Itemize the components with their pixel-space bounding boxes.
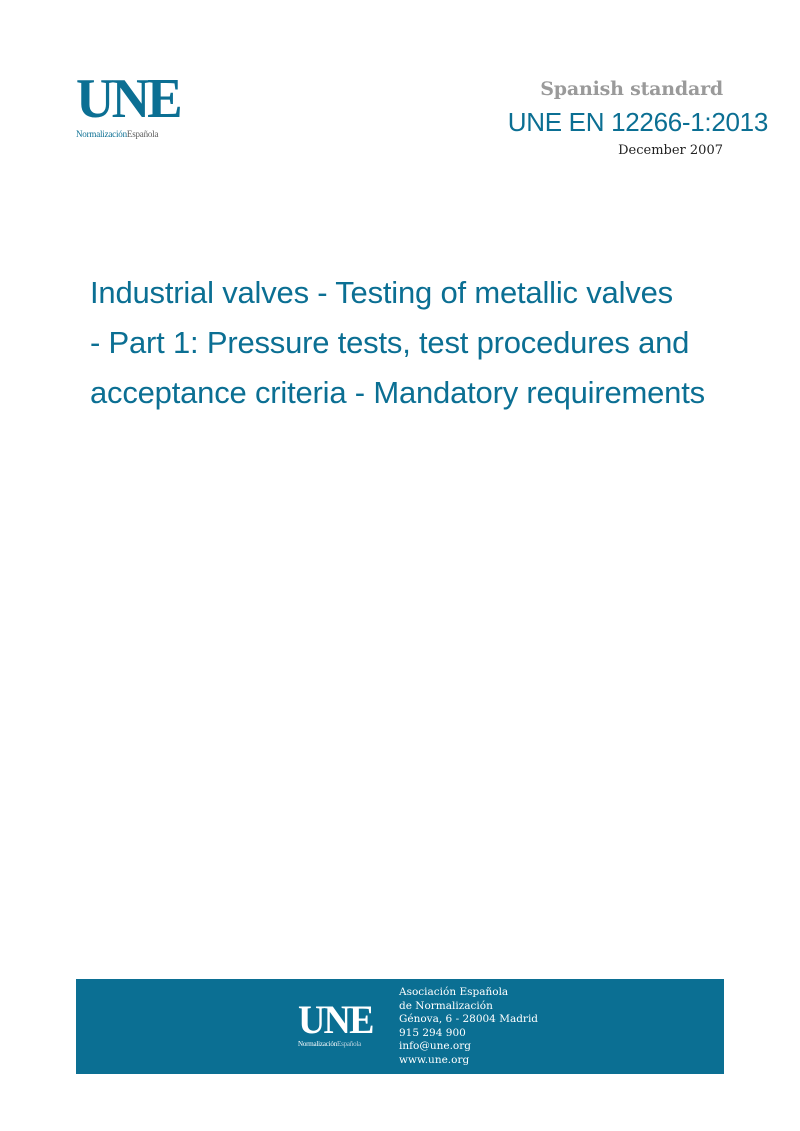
une-logo bbox=[76, 68, 196, 140]
publication-date: December 2007 bbox=[618, 143, 723, 158]
address-street: Génova, 6 - 28004 Madrid bbox=[399, 1013, 539, 1026]
standard-code: UNE EN 12266-1:2013 bbox=[507, 107, 768, 137]
logo-mark: UNE bbox=[76, 68, 180, 130]
footer-logo-mark: UNE bbox=[298, 997, 373, 1042]
address-org-line-1: Asociación Española bbox=[399, 986, 509, 998]
footer-logo-sub-normalizacion: Normalización bbox=[298, 1040, 337, 1048]
logo-sub-normalizacion: Normalización bbox=[76, 129, 127, 139]
title-line: Industrial valves - Testing of metallic valves bbox=[90, 275, 673, 310]
document-type: Spanish standard bbox=[540, 78, 723, 100]
logo-sub-espanola: Española bbox=[126, 129, 159, 139]
address-website[interactable]: www.une.org bbox=[399, 1053, 470, 1066]
address-org-line-2: de Normalización bbox=[399, 999, 493, 1012]
contact-address bbox=[399, 986, 538, 1068]
footer-logo-sub-espanola: Española bbox=[337, 1040, 362, 1048]
title-line: acceptance criteria - Mandatory requirements bbox=[90, 375, 705, 410]
address-phone: 915 294 900 bbox=[399, 1026, 466, 1039]
address-email[interactable]: info@une.org bbox=[399, 1040, 471, 1053]
footer-band bbox=[76, 979, 724, 1074]
document-title bbox=[90, 268, 770, 418]
title-line: - Part 1: Pressure tests, test procedures and bbox=[90, 325, 690, 360]
une-footer-logo bbox=[298, 997, 388, 1049]
